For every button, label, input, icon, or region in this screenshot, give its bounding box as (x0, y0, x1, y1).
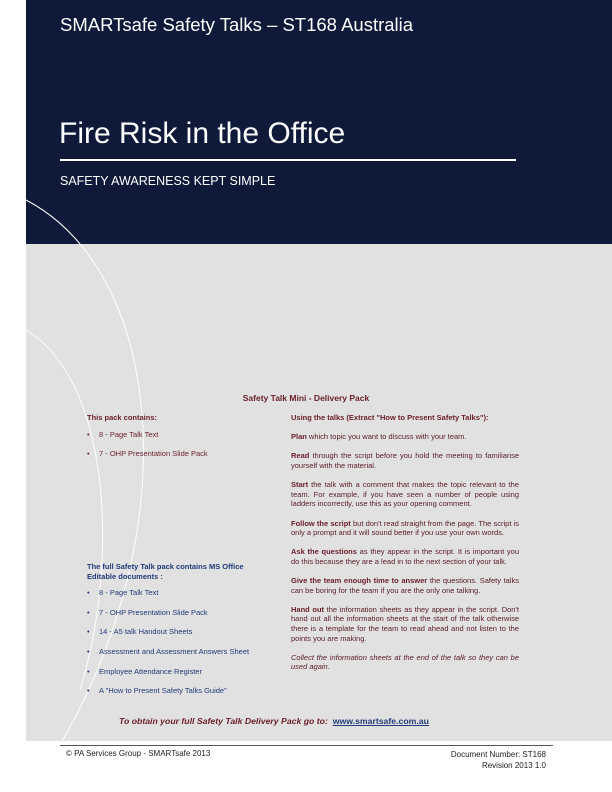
pack-contents (87, 413, 277, 469)
contains-label: This pack contains: (87, 413, 158, 422)
cta-text: To obtain your full Safety Talk Delivery Pack go to: (119, 716, 328, 726)
footer-copyright: © PA Services Group - SMARTsafe 2013 (66, 749, 211, 758)
full-pack-contents (87, 562, 277, 706)
revision: Revision 2013 1.0 (481, 761, 546, 770)
contains-list (87, 430, 277, 459)
list-item: • Assessment and Assessment Answers Sheet (87, 647, 277, 657)
step-plan: Plan which topic you want to discuss with your team. (291, 432, 467, 442)
page-title: Fire Risk in the Office (59, 117, 346, 150)
list-item: • 7 - OHP Presentation Slide Pack (87, 608, 277, 618)
step-hand-out: Hand out the information sheets as they appear in the script. Don't hand out all the information sheets at the start of the talk otherwise there is a template for the team to read ahead and not listen to the points you are making. (291, 604, 519, 643)
footer-doc-info (451, 749, 546, 771)
list-item: • 8 - Page Talk Text (87, 588, 277, 598)
series-title: SMARTsafe Safety Talks – ST168 Australia (60, 14, 414, 35)
closing-note: Collect the information sheets at the end of the talk so they can be used again. (291, 652, 519, 672)
document-number: Document Number: ST168 (450, 750, 546, 759)
full-pack-label: The full Safety Talk pack contains MS Office Editable documents : (87, 562, 244, 581)
list-item: • A "How to Present Safety Talks Guide" (87, 686, 277, 696)
title-divider (60, 159, 516, 161)
using-talks-column (291, 413, 519, 682)
step-read: Read through the script before you hold the meeting to familiarise yourself with the material. (291, 451, 519, 470)
call-to-action (119, 716, 429, 726)
full-pack-list (87, 588, 277, 696)
list-item: • 7 - OHP Presentation Slide Pack (87, 449, 277, 459)
step-ask-questions: Ask the questions as they appear in the script. It is important you do this because they are a lead in to the next section of your talk. (291, 547, 519, 566)
step-give-time: Give the team enough time to answer the questions. Safety talks can be boring for the team if you are the only one talking. (291, 576, 519, 595)
footer-divider (60, 745, 553, 746)
step-follow-script: Follow the script but don't read straight from the page. The script is only a prompt and it will sound better if you use your own words. (291, 518, 520, 538)
list-item: • 14 - A5 talk Handout Sheets (87, 627, 277, 637)
list-item: • 8 - Page Talk Text (87, 430, 277, 440)
tagline: SAFETY AWARENESS KEPT SIMPLE (60, 174, 276, 188)
using-heading: Using the talks (Extract "How to Present Safety Talks"): (291, 413, 489, 422)
website-link[interactable]: www.smartsafe.com.au (332, 716, 429, 726)
list-item: • Employee Attendance Register (87, 667, 277, 677)
step-start: Start the talk with a comment that makes the topic relevant to the team. For example, if you have seen a number of people using ladders incorrectly, use this as your opening comment. (291, 480, 519, 509)
pack-heading: Safety Talk Mini - Delivery Pack (242, 393, 370, 403)
